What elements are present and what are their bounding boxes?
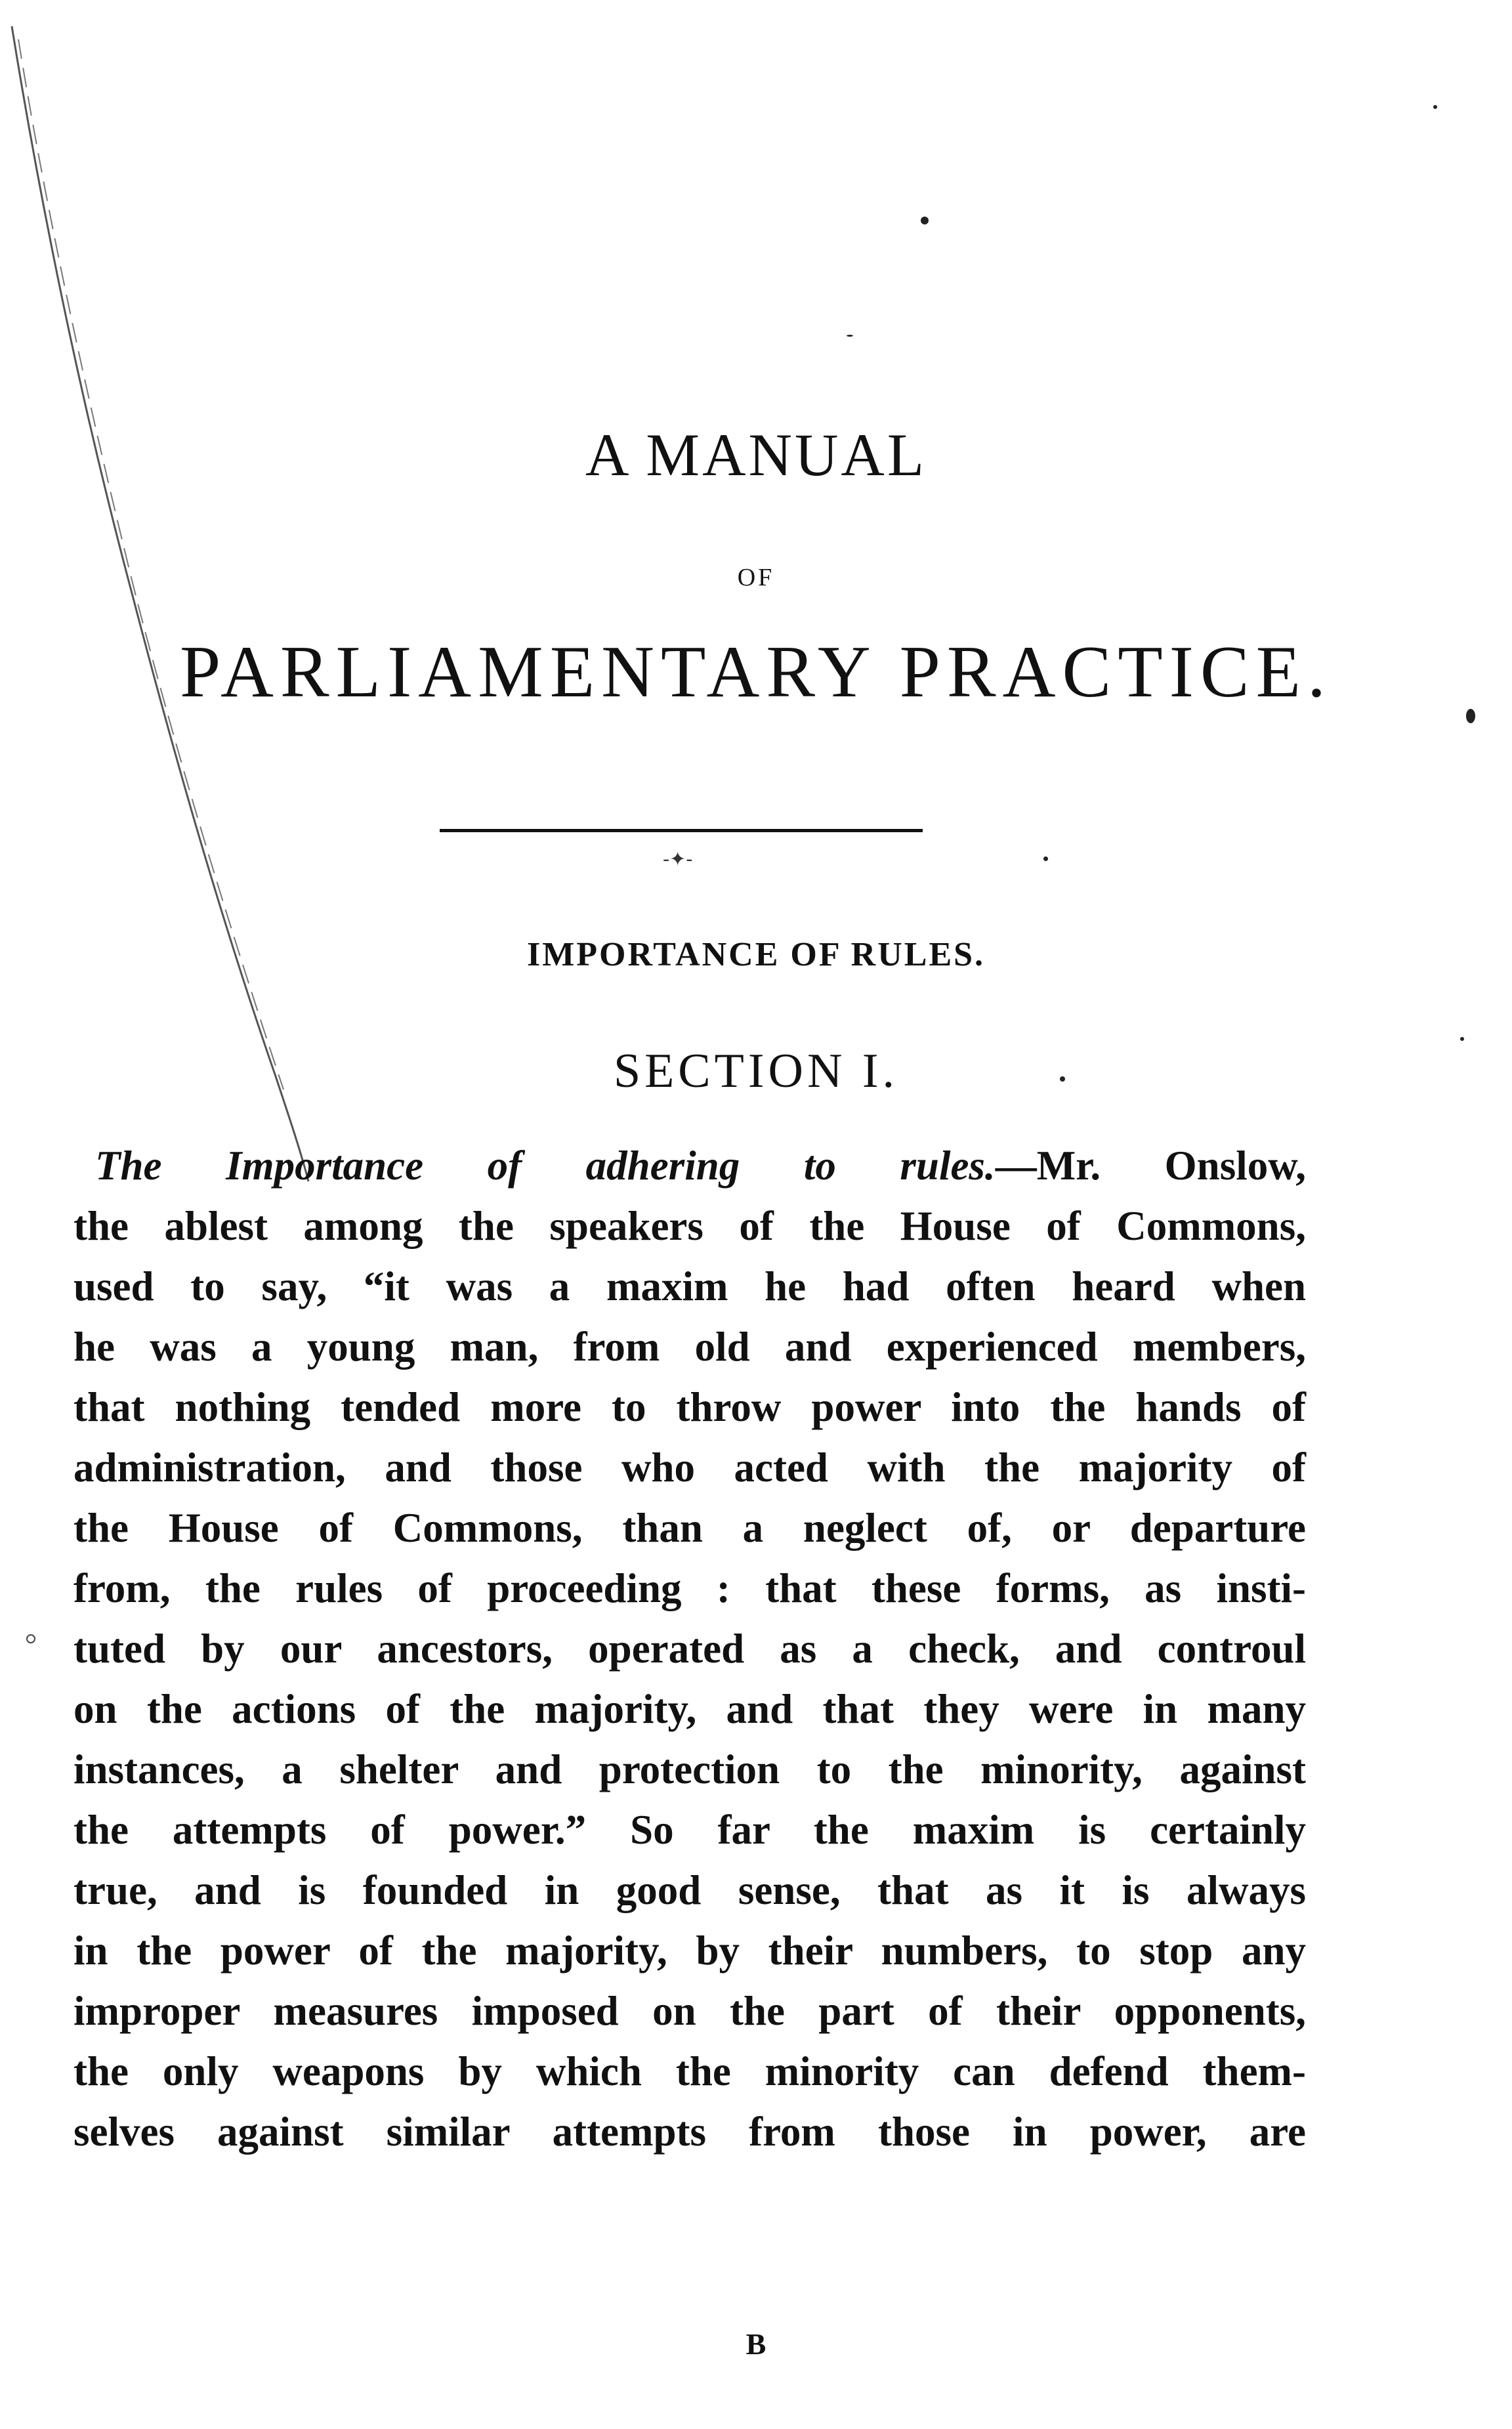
title-line-3: PARLIAMENTARY PRACTICE. [179,631,1333,713]
paragraph-lead: The Importance of adhering to rules. [95,1143,996,1189]
paragraph-line: the House of Commons, than a neglect of, or departure [74,1505,1306,1551]
scan-speck [1043,856,1048,861]
paragraph-line: the ablest among the speakers of the House of Commons, [74,1203,1306,1249]
paragraph-line: the attempts of power.” So far the maxim is certainly [74,1807,1306,1853]
scan-speck [1460,1037,1464,1041]
scan-speck [921,217,929,224]
paragraph-line: from, the rules of proceeding : that these forms, as insti- [74,1565,1306,1611]
paragraph-line: he was a young man, from old and experienced members, [74,1324,1306,1370]
paragraph-line: that nothing tended more to throw power into the hands of [74,1384,1306,1430]
paragraph-line: on the actions of the majority, and that they were in many [74,1686,1306,1732]
paragraph-line: improper measures imposed on the part of their opponents, [74,1988,1306,2034]
chapter-heading: IMPORTANCE OF RULES. [526,936,986,973]
scan-speck [26,1634,35,1643]
signature-mark: B [746,2327,766,2361]
rule-ornament: -✦- [663,848,693,871]
title-line-2: OF [737,564,775,591]
paragraph-line: the only weapons by which the minority can defend them- [74,2048,1306,2094]
paragraph-line: instances, a shelter and protection to the minority, against [74,1746,1306,1792]
title-rule [440,829,923,832]
paragraph-line: administration, and those who acted with the majority of [74,1445,1306,1490]
scan-speck [1433,105,1437,109]
paragraph-line: tuted by our ancestors, operated as a check, and controul [74,1626,1306,1672]
paragraph-line: true, and is founded in good sense, that as it is always [74,1867,1306,1913]
paragraph-line [95,1135,1306,1196]
title-line-1: A MANUAL [585,421,927,488]
scan-speck [847,335,853,337]
paragraph-line: used to say, “it was a maxim he had often heard when [74,1263,1306,1309]
paragraph-line: in the power of the majority, by their numbers, to stop any [74,1928,1306,1974]
paragraph-line: selves against similar attempts from those in power, are [74,2109,1306,2155]
paragraph-line-text: —Mr. Onslow, [995,1143,1306,1189]
section-heading: SECTION I. [613,1044,899,1098]
